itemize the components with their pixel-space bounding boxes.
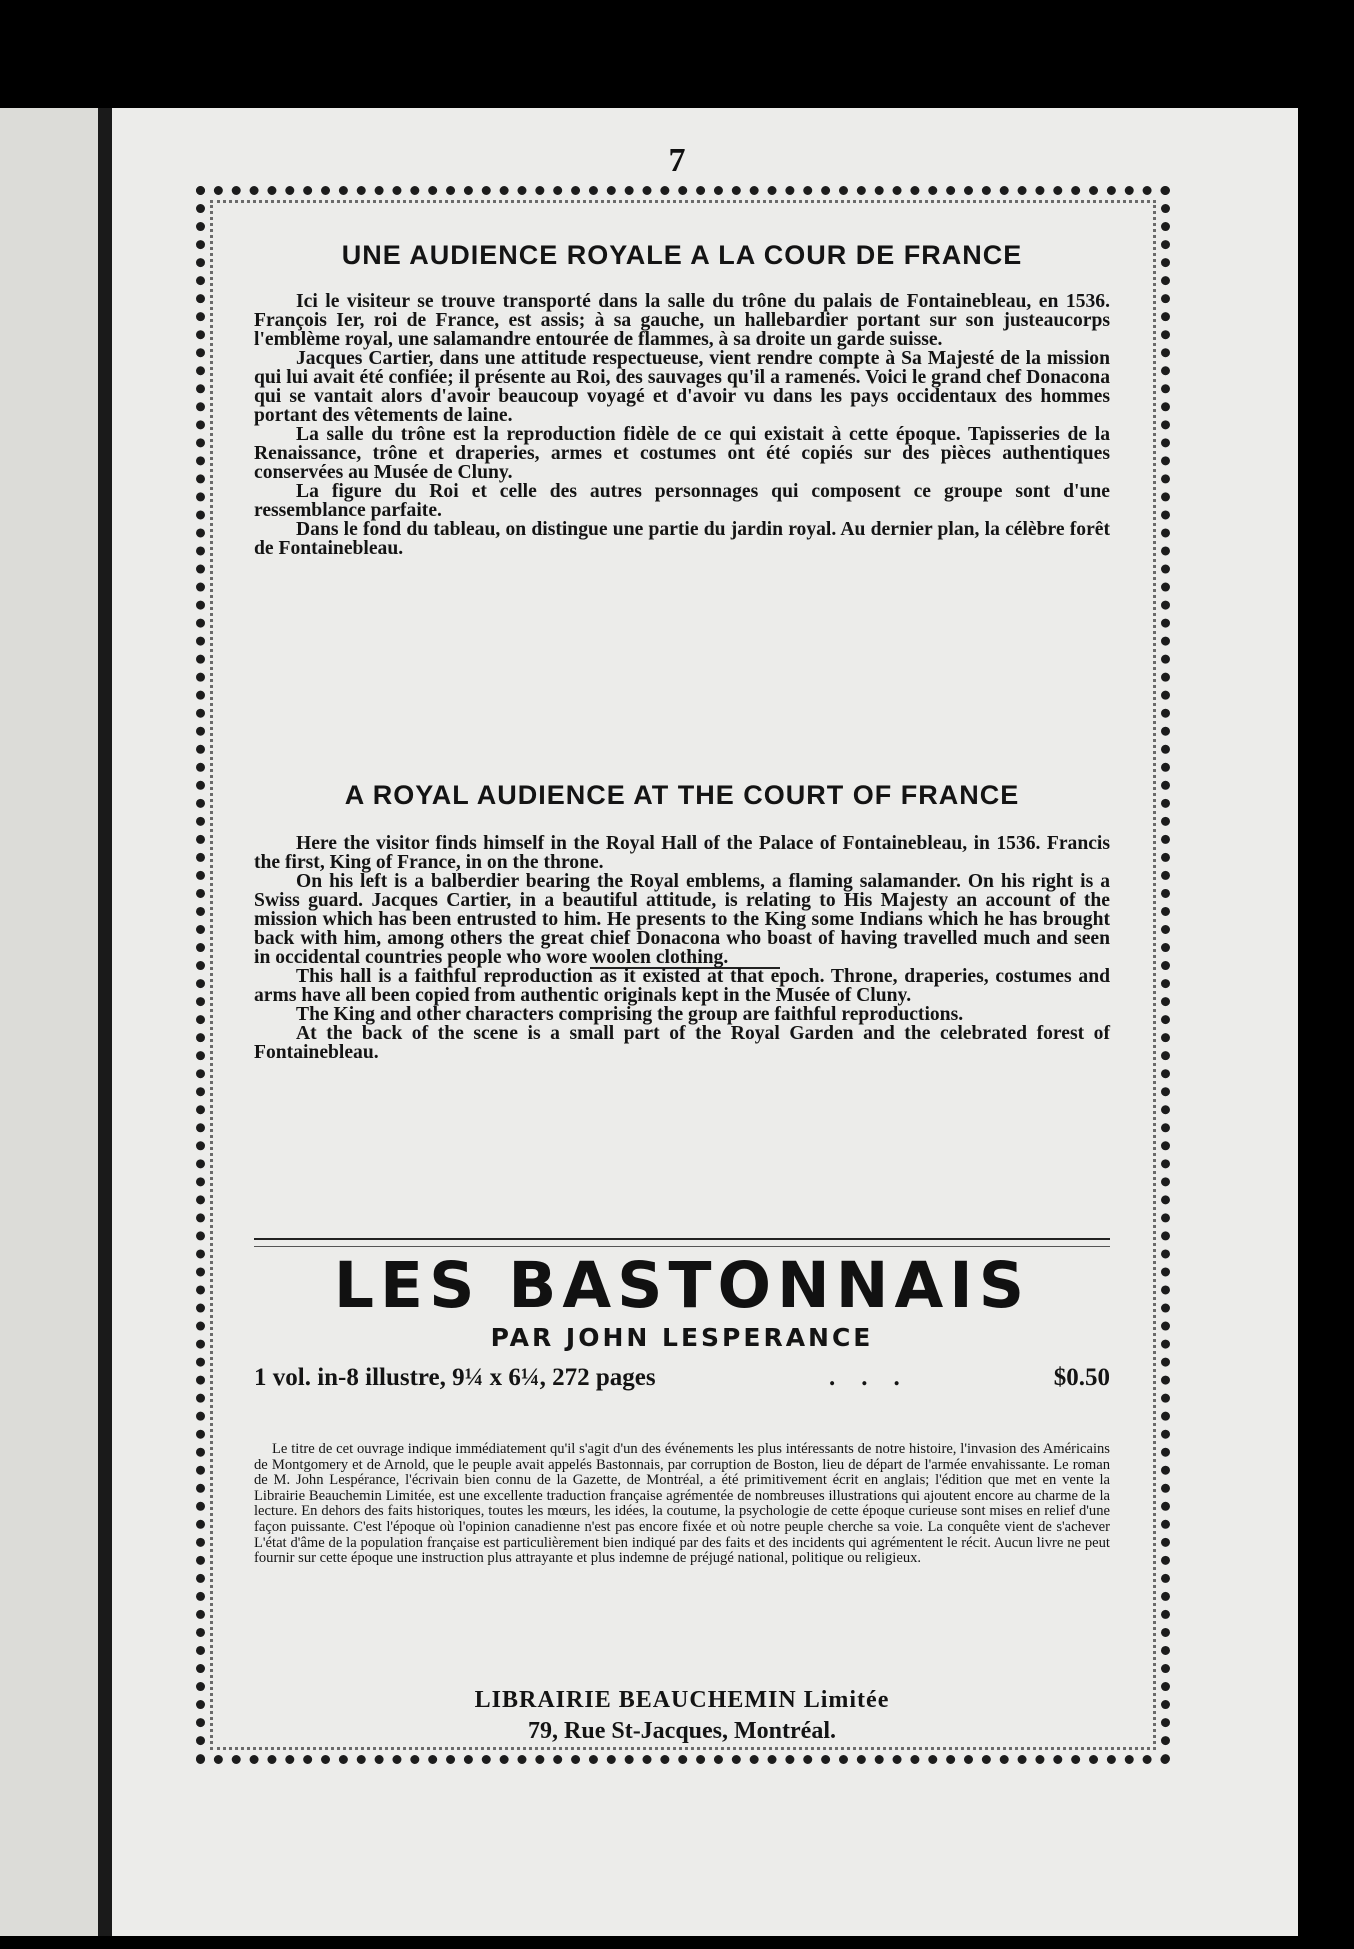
paragraph: Ici le visiteur se trouve transporté dans la salle du trône du palais de Fontainebleau, en 1536. François Ier, roi de France, est assis; à sa gauche, un hallebardier portant sur son justeaucorps l'emblème royal, une salamandre entourée de flammes, à sa droite un garde suisse. xyxy=(254,291,1110,350)
book-price: $0.50 xyxy=(1053,1364,1110,1391)
previous-page-edge xyxy=(0,108,98,1949)
book-title: LES BASTONNAIS xyxy=(333,1249,1031,1322)
advertisement-rule xyxy=(254,1238,1110,1247)
paragraph: La salle du trône est la reproduction fidèle de ce qui existait à cette époque. Tapisseries de la Renaissance, trône et draperies, armes et costumes ont été copiés sur des pièces authentiques conservées au Musée de Cluny. xyxy=(254,424,1110,483)
book-specs: 1 vol. in-8 illustre, 9¼ x 6¼, 272 pages xyxy=(254,1364,656,1391)
page-gutter xyxy=(98,108,112,1949)
section-heading-en: A ROYAL AUDIENCE AT THE COURT OF FRANCE xyxy=(344,780,1020,810)
paragraph: Here the visitor finds himself in the Royal Hall of the Palace of Fontainebleau, in 1536. Francis the first, King of France, in on the throne. xyxy=(254,833,1110,873)
paragraph: The King and other characters comprising the group are faithful reproductions. xyxy=(296,1004,964,1025)
section-body-en xyxy=(254,834,1110,1062)
publisher-name: LIBRAIRIE BEAUCHEMIN Limitée xyxy=(474,1687,890,1713)
page-number: 7 xyxy=(668,142,686,179)
paragraph: Jacques Cartier, dans une attitude respectueuse, vient rendre compte à Sa Majesté de la mission qui lui avait été confiée; il présente au Roi, des sauvages qu'il a ramenés. Voici le grand chef Donacona qui se vantait alors d'avoir beaucoup voyagé et d'avoir vu dans les pays occidentaux des hommes portant des vêtements de laine. xyxy=(254,348,1110,426)
section-body-fr xyxy=(254,292,1110,558)
paragraph: Dans le fond du tableau, on distingue une partie du jardin royal. Au dernier plan, la célèbre forêt de Fontainebleau. xyxy=(254,519,1110,559)
paragraph: At the back of the scene is a small part of the Royal Garden and the celebrated forest of Fontainebleau. xyxy=(254,1023,1110,1063)
paragraph: This hall is a faithful reproduction as it existed at that epoch. Throne, draperies, costumes and arms have all been copied from authentic originals kept in the Musée of Cluny. xyxy=(254,966,1110,1006)
publisher-address: 79, Rue St-Jacques, Montréal. xyxy=(528,1718,836,1744)
book-description: Le titre de cet ouvrage indique immédiatement qu'il s'agit d'un des événements les plus intéressants de notre histoire, l'invasion des Américains de Montgomery et de Arnold, que le peuple avait appelés Bastonnais, par corruption de Boston, lieu de départ de l'armée envahissante. Le roman de M. John Lespérance, l'écrivain bien connu de la Gazette, de Montréal, a été primitivement écrit en anglais; l'édition que met en vente la Librairie Beauchemin Limitée, est une excellente traduction française agrémentée de nombreuses illustrations qui ajoutent encore au charme de la lecture. En dehors des faits historiques, toutes les mœurs, les idées, la coutume, la psychologie de cette époque curieuse sont mises en relief d'une façon puissante. C'est l'époque où l'opinion canadienne n'est pas encore fixée et où notre peuple cherche sa voie. La conquête vient de s'achever L'état d'âme de la population française est particulièrement bien indiqué par des faits et des incidents qui agrémentent le récit. Aucun livre ne peut fournir sur cette époque une instruction plus attrayante et plus indemne de préjugé national, politique ou religieux. xyxy=(254,1441,1110,1567)
paragraph: On his left is a balberdier bearing the Royal emblems, a flaming salamander. On his right is a Swiss guard. Jacques Cartier, in a beautiful attitude, is relating to His Majesty an account of the mission which has been entrusted to him. He presents to the King some Indians which he has brought back with him, among others the great chief Donacona who boast of having travelled much and seen in occidental countries people who wore woolen clothing. xyxy=(254,871,1110,968)
book-author: PAR JOHN LESPERANCE xyxy=(490,1323,874,1352)
section-heading-fr: UNE AUDIENCE ROYALE A LA COUR DE FRANCE xyxy=(341,240,1023,270)
scan-bottom-edge xyxy=(0,1936,1354,1949)
book-specs-line xyxy=(254,1364,1110,1398)
leader-dots: ... xyxy=(829,1364,926,1391)
paragraph: La figure du Roi et celle des autres personnages qui composent ce groupe sont d'une ressemblance parfaite. xyxy=(254,481,1110,521)
